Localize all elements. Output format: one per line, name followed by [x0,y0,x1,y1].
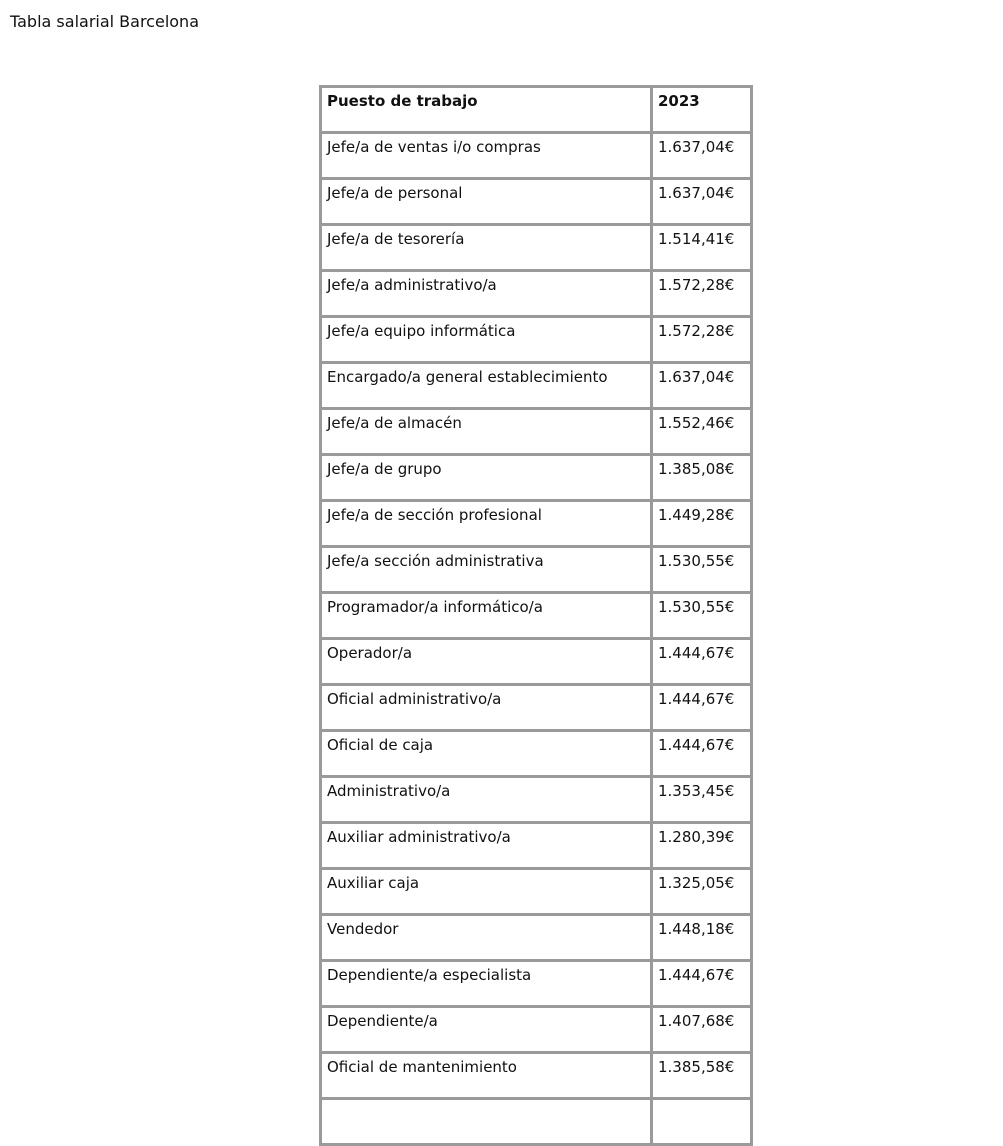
salary-cell: 1.448,18€ [652,915,752,961]
salary-cell: 1.280,39€ [652,823,752,869]
job-title-cell: Oficial de mantenimiento [321,1053,652,1099]
salary-cell: 1.407,68€ [652,1007,752,1053]
salary-cell: 1.530,55€ [652,547,752,593]
table-row [321,593,752,639]
job-title-cell: Jefe/a de ventas i/o compras [321,133,652,179]
job-title-cell: Jefe/a equipo informática [321,317,652,363]
page-title: Tabla salarial Barcelona [10,12,199,31]
job-title-cell: Administrativo/a [321,777,652,823]
job-title-cell: Auxiliar caja [321,869,652,915]
table-row [321,225,752,271]
salary-cell: 1.385,58€ [652,1053,752,1099]
table-row [321,639,752,685]
job-title-cell: Auxiliar administrativo/a [321,823,652,869]
salary-cell: 1.637,04€ [652,179,752,225]
table-row [321,179,752,225]
salary-cell: 1.325,05€ [652,869,752,915]
job-title-cell: Oficial administrativo/a [321,685,652,731]
table-row [321,915,752,961]
table-row [321,455,752,501]
salary-cell: 1.572,28€ [652,271,752,317]
table-row [321,731,752,777]
column-header-year: 2023 [652,87,752,133]
table-row [321,685,752,731]
salary-cell: 1.444,67€ [652,731,752,777]
table-row [321,869,752,915]
salary-cell: 1.444,67€ [652,639,752,685]
salary-cell: 1.353,45€ [652,777,752,823]
job-title-cell: Jefe/a administrativo/a [321,271,652,317]
job-title-cell: Oficial de caja [321,731,652,777]
table-row [321,317,752,363]
salary-cell: 1.514,41€ [652,225,752,271]
job-title-cell: Jefe/a de tesorería [321,225,652,271]
table-row [321,501,752,547]
table-header-row [321,87,752,133]
salary-cell: 1.530,55€ [652,593,752,639]
job-title-cell: Jefe/a de sección profesional [321,501,652,547]
table-row [321,271,752,317]
salary-cell: 1.637,04€ [652,363,752,409]
table-row [321,363,752,409]
table-row [321,547,752,593]
table-row-partial [321,1099,752,1145]
table-row [321,1007,752,1053]
salary-cell: 1.572,28€ [652,317,752,363]
salary-cell: 1.552,46€ [652,409,752,455]
salary-cell: 1.385,08€ [652,455,752,501]
table-row [321,823,752,869]
salary-cell: 1.637,04€ [652,133,752,179]
salary-cell: 1.444,67€ [652,685,752,731]
job-title-cell: Jefe/a de almacén [321,409,652,455]
salary-cell: 1.449,28€ [652,501,752,547]
job-title-cell: Programador/a informático/a [321,593,652,639]
table-row [321,409,752,455]
job-title-cell: Encargado/a general establecimiento [321,363,652,409]
empty-cell [652,1099,752,1145]
job-title-cell: Jefe/a de grupo [321,455,652,501]
table-row [321,961,752,1007]
salary-table [319,85,753,1146]
job-title-cell: Jefe/a sección administrativa [321,547,652,593]
table-row [321,777,752,823]
empty-cell [321,1099,652,1145]
salary-cell: 1.444,67€ [652,961,752,1007]
job-title-cell: Dependiente/a [321,1007,652,1053]
table-row [321,1053,752,1099]
job-title-cell: Vendedor [321,915,652,961]
table-row [321,133,752,179]
job-title-cell: Dependiente/a especialista [321,961,652,1007]
job-title-cell: Jefe/a de personal [321,179,652,225]
column-header-job: Puesto de trabajo [321,87,652,133]
job-title-cell: Operador/a [321,639,652,685]
